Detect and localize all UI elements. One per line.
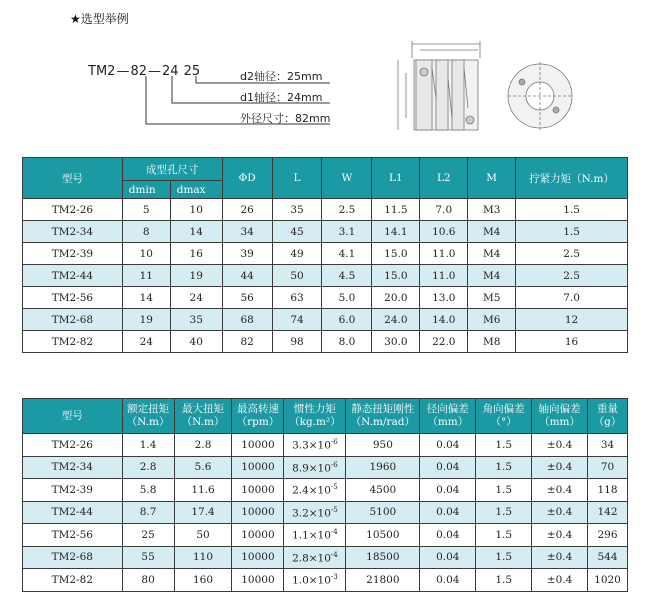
model-code bbox=[88, 64, 201, 79]
cell-stiffness: 10500 bbox=[346, 524, 420, 547]
cell-M: M4 bbox=[468, 265, 516, 287]
header-col-9 bbox=[588, 399, 628, 434]
cell-weight: 34 bbox=[588, 434, 628, 457]
header-col-4 bbox=[284, 399, 346, 434]
header-model: 型号 bbox=[23, 158, 123, 199]
header-L1: L1 bbox=[372, 158, 420, 199]
cell-L1: 30.0 bbox=[372, 331, 420, 353]
cell-model: TM2-26 bbox=[23, 199, 123, 221]
cell-inertia bbox=[284, 546, 346, 569]
cell-dmax: 24 bbox=[170, 287, 222, 309]
cell-phiD: 34 bbox=[222, 221, 272, 243]
cell-model: TM2-56 bbox=[23, 524, 123, 547]
cell-stiffness: 950 bbox=[346, 434, 420, 457]
cell-dmax: 35 bbox=[170, 309, 222, 331]
header-unit: （mm） bbox=[427, 416, 469, 428]
cell-L: 49 bbox=[272, 243, 322, 265]
cell-W: 6.0 bbox=[322, 309, 372, 331]
cell-max: 110 bbox=[174, 546, 232, 569]
cell-rated: 5.8 bbox=[122, 479, 174, 502]
cell-torque: 1.5 bbox=[516, 221, 628, 243]
cell-rpm: 10000 bbox=[232, 501, 284, 524]
cell-axial: ±0.4 bbox=[532, 569, 588, 592]
table-row bbox=[23, 265, 628, 287]
cell-model: TM2-44 bbox=[23, 501, 123, 524]
annotation-outer-diameter: 外径尺寸：82mm bbox=[240, 112, 331, 125]
cell-axial: ±0.4 bbox=[532, 501, 588, 524]
cell-stiffness: 4500 bbox=[346, 479, 420, 502]
cell-model: TM2-26 bbox=[23, 434, 123, 457]
header-col-5 bbox=[346, 399, 420, 434]
cell-W: 5.0 bbox=[322, 287, 372, 309]
cell-axial: ±0.4 bbox=[532, 456, 588, 479]
header-unit: （N.m） bbox=[126, 416, 170, 428]
cell-L: 45 bbox=[272, 221, 322, 243]
code-dash: — bbox=[116, 64, 130, 79]
cell-dmax: 19 bbox=[170, 265, 222, 287]
cell-L2: 7.0 bbox=[420, 199, 468, 221]
cell-phiD: 44 bbox=[222, 265, 272, 287]
header-label: 重量 bbox=[597, 403, 618, 415]
cell-model: TM2-82 bbox=[23, 331, 123, 353]
cell-dmax: 14 bbox=[170, 221, 222, 243]
cell-max: 5.6 bbox=[174, 456, 232, 479]
cell-radial: 0.04 bbox=[420, 524, 476, 547]
cell-max: 11.6 bbox=[174, 479, 232, 502]
inertia-base: 2.4×10 bbox=[292, 484, 331, 497]
code-d2: 25 bbox=[179, 64, 201, 79]
cell-rpm: 10000 bbox=[232, 479, 284, 502]
table-row bbox=[23, 546, 628, 569]
cell-radial: 0.04 bbox=[420, 479, 476, 502]
header-unit: （rpm） bbox=[236, 416, 280, 428]
cell-angular: 1.5 bbox=[476, 524, 532, 547]
cell-weight: 70 bbox=[588, 456, 628, 479]
cell-phiD: 82 bbox=[222, 331, 272, 353]
cell-angular: 1.5 bbox=[476, 479, 532, 502]
cell-dmin: 8 bbox=[122, 221, 170, 243]
cell-dmin: 24 bbox=[122, 331, 170, 353]
cell-torque: 7.0 bbox=[516, 287, 628, 309]
table-row bbox=[23, 501, 628, 524]
cell-torque: 2.5 bbox=[516, 243, 628, 265]
cell-dmin: 5 bbox=[122, 199, 170, 221]
cell-torque: 16 bbox=[516, 331, 628, 353]
cell-angular: 1.5 bbox=[476, 434, 532, 457]
header-dmin: dmin bbox=[122, 181, 170, 199]
header-label: 最大扭矩 bbox=[182, 403, 225, 415]
cell-W: 3.1 bbox=[322, 221, 372, 243]
cell-max: 17.4 bbox=[174, 501, 232, 524]
header-M: M bbox=[468, 158, 516, 199]
inertia-exponent: -4 bbox=[330, 550, 338, 559]
cell-max: 2.8 bbox=[174, 434, 232, 457]
cell-phiD: 68 bbox=[222, 309, 272, 331]
table-row bbox=[23, 479, 628, 502]
cell-L: 35 bbox=[272, 199, 322, 221]
table-row bbox=[23, 287, 628, 309]
cell-W: 4.5 bbox=[322, 265, 372, 287]
dimension-table bbox=[22, 157, 628, 353]
cell-rpm: 10000 bbox=[232, 524, 284, 547]
cell-model: TM2-44 bbox=[23, 265, 123, 287]
cell-radial: 0.04 bbox=[420, 434, 476, 457]
cell-axial: ±0.4 bbox=[532, 434, 588, 457]
cell-M: M6 bbox=[468, 309, 516, 331]
header-unit: （g） bbox=[593, 416, 622, 428]
header-torque: 拧紧力矩（N.m） bbox=[516, 158, 628, 199]
cell-angular: 1.5 bbox=[476, 501, 532, 524]
table-row bbox=[23, 456, 628, 479]
header-unit: （°） bbox=[490, 416, 517, 428]
cell-radial: 0.04 bbox=[420, 546, 476, 569]
header-label: 静态扭矩刚性 bbox=[351, 403, 415, 415]
header-unit: （N.m） bbox=[181, 416, 225, 428]
cell-model: TM2-82 bbox=[23, 569, 123, 592]
cell-inertia bbox=[284, 479, 346, 502]
header-label: 惯性力矩 bbox=[293, 403, 336, 415]
cell-rated: 2.8 bbox=[122, 456, 174, 479]
cell-inertia bbox=[284, 501, 346, 524]
inertia-exponent: -6 bbox=[330, 438, 338, 446]
cell-torque: 12 bbox=[516, 309, 628, 331]
cell-angular: 1.5 bbox=[476, 546, 532, 569]
cell-weight: 118 bbox=[588, 479, 628, 502]
code-series: TM2 bbox=[88, 64, 116, 79]
header-bore-size: 成型孔尺寸 bbox=[122, 158, 222, 181]
table-row bbox=[23, 199, 628, 221]
inertia-exponent: -4 bbox=[330, 528, 338, 536]
cell-dmax: 10 bbox=[170, 199, 222, 221]
cell-M: M8 bbox=[468, 331, 516, 353]
header-unit: （N.m/rad） bbox=[350, 416, 416, 428]
cell-inertia bbox=[284, 434, 346, 457]
cell-model: TM2-56 bbox=[23, 287, 123, 309]
cell-stiffness: 18500 bbox=[346, 546, 420, 569]
cell-L: 98 bbox=[272, 331, 322, 353]
cell-weight: 142 bbox=[588, 501, 628, 524]
cell-rpm: 10000 bbox=[232, 546, 284, 569]
inertia-base: 1.0×10 bbox=[292, 574, 331, 587]
header-label: 型号 bbox=[61, 409, 83, 422]
table-row bbox=[23, 331, 628, 353]
cell-L: 50 bbox=[272, 265, 322, 287]
header-label: 额定扭矩 bbox=[127, 403, 170, 415]
cell-rated: 25 bbox=[122, 524, 174, 547]
header-L: L bbox=[272, 158, 322, 199]
inertia-exponent: -5 bbox=[330, 505, 338, 514]
cell-weight: 1020 bbox=[588, 569, 628, 592]
code-outer-diameter: 82 bbox=[130, 64, 147, 79]
cell-dmin: 14 bbox=[122, 287, 170, 309]
cell-phiD: 56 bbox=[222, 287, 272, 309]
cell-L: 63 bbox=[272, 287, 322, 309]
annotation-d1: d1轴径：24mm bbox=[240, 91, 323, 104]
table-row bbox=[23, 434, 628, 457]
cell-phiD: 26 bbox=[222, 199, 272, 221]
table-row bbox=[23, 524, 628, 547]
table-row bbox=[23, 221, 628, 243]
header-col-6 bbox=[420, 399, 476, 434]
cell-W: 2.5 bbox=[322, 199, 372, 221]
cell-model: TM2-39 bbox=[23, 243, 123, 265]
cell-rpm: 10000 bbox=[232, 569, 284, 592]
cell-L1: 20.0 bbox=[372, 287, 420, 309]
cell-rated: 8.7 bbox=[122, 501, 174, 524]
cell-torque: 1.5 bbox=[516, 199, 628, 221]
cell-weight: 544 bbox=[588, 546, 628, 569]
cell-L2: 14.0 bbox=[420, 309, 468, 331]
cell-radial: 0.04 bbox=[420, 501, 476, 524]
cell-rpm: 10000 bbox=[232, 456, 284, 479]
cell-L: 74 bbox=[272, 309, 322, 331]
header-col-8 bbox=[532, 399, 588, 434]
cell-model: TM2-68 bbox=[23, 546, 123, 569]
cell-phiD: 39 bbox=[222, 243, 272, 265]
cell-dmin: 19 bbox=[122, 309, 170, 331]
header-label: 径向偏差 bbox=[426, 403, 469, 415]
cell-stiffness: 5100 bbox=[346, 501, 420, 524]
header-label: 角向偏差 bbox=[482, 403, 525, 415]
inertia-exponent: -3 bbox=[330, 573, 338, 581]
cell-axial: ±0.4 bbox=[532, 546, 588, 569]
cell-model: TM2-68 bbox=[23, 309, 123, 331]
cell-axial: ±0.4 bbox=[532, 479, 588, 502]
cell-L1: 11.5 bbox=[372, 199, 420, 221]
inertia-base: 2.8×10 bbox=[292, 552, 331, 564]
cell-rated: 55 bbox=[122, 546, 174, 569]
cell-L2: 11.0 bbox=[420, 243, 468, 265]
cell-model: TM2-34 bbox=[23, 221, 123, 243]
cell-W: 8.0 bbox=[322, 331, 372, 353]
cell-inertia bbox=[284, 524, 346, 547]
cell-rated: 80 bbox=[122, 569, 174, 592]
cell-L1: 15.0 bbox=[372, 243, 420, 265]
cell-L1: 15.0 bbox=[372, 265, 420, 287]
annotation-d2: d2轴径：25mm bbox=[240, 70, 323, 83]
cell-M: M5 bbox=[468, 287, 516, 309]
cell-M: M4 bbox=[468, 221, 516, 243]
header-L2: L2 bbox=[420, 158, 468, 199]
cell-M: M4 bbox=[468, 243, 516, 265]
inertia-exponent: -6 bbox=[330, 460, 338, 469]
cell-inertia bbox=[284, 569, 346, 592]
cell-inertia bbox=[284, 456, 346, 479]
cell-axial: ±0.4 bbox=[532, 524, 588, 547]
cell-stiffness: 21800 bbox=[346, 569, 420, 592]
cell-dmin: 11 bbox=[122, 265, 170, 287]
cell-model: TM2-39 bbox=[23, 479, 123, 502]
cell-max: 50 bbox=[174, 524, 232, 547]
cell-L1: 24.0 bbox=[372, 309, 420, 331]
cell-rpm: 10000 bbox=[232, 434, 284, 457]
inertia-base: 3.2×10 bbox=[292, 507, 331, 519]
cell-L1: 14.1 bbox=[372, 221, 420, 243]
cell-M: M3 bbox=[468, 199, 516, 221]
cell-torque: 2.5 bbox=[516, 265, 628, 287]
header-col-0 bbox=[23, 399, 123, 434]
cell-W: 4.1 bbox=[322, 243, 372, 265]
section-title: ★选型举例 bbox=[70, 12, 129, 26]
table-row bbox=[23, 569, 628, 592]
cell-dmax: 40 bbox=[170, 331, 222, 353]
header-W: W bbox=[322, 158, 372, 199]
cell-rated: 1.4 bbox=[122, 434, 174, 457]
header-col-2 bbox=[174, 399, 232, 434]
code-dash: — bbox=[147, 64, 161, 79]
performance-table bbox=[22, 398, 628, 592]
header-col-1 bbox=[122, 399, 174, 434]
cell-dmax: 16 bbox=[170, 243, 222, 265]
cell-radial: 0.04 bbox=[420, 569, 476, 592]
cell-L2: 10.6 bbox=[420, 221, 468, 243]
cell-angular: 1.5 bbox=[476, 569, 532, 592]
header-label: 轴向偏差 bbox=[538, 403, 581, 415]
cell-L2: 11.0 bbox=[420, 265, 468, 287]
code-d1: 24 bbox=[161, 64, 179, 79]
cell-radial: 0.04 bbox=[420, 456, 476, 479]
header-unit: （mm） bbox=[539, 416, 581, 428]
header-dmax: dmax bbox=[170, 181, 222, 199]
inertia-base: 8.9×10 bbox=[292, 462, 331, 474]
header-label: 最高转速 bbox=[236, 403, 279, 415]
coupling-drawing bbox=[380, 38, 590, 138]
table-row bbox=[23, 243, 628, 265]
header-col-3 bbox=[232, 399, 284, 434]
cell-L2: 22.0 bbox=[420, 331, 468, 353]
inertia-base: 1.1×10 bbox=[292, 529, 331, 542]
inertia-exponent: -5 bbox=[330, 483, 338, 491]
inertia-base: 3.3×10 bbox=[292, 439, 331, 452]
cell-stiffness: 1960 bbox=[346, 456, 420, 479]
cell-angular: 1.5 bbox=[476, 456, 532, 479]
cell-L2: 13.0 bbox=[420, 287, 468, 309]
cell-weight: 296 bbox=[588, 524, 628, 547]
cell-model: TM2-34 bbox=[23, 456, 123, 479]
cell-max: 160 bbox=[174, 569, 232, 592]
table-row bbox=[23, 309, 628, 331]
header-unit: （kg.m²） bbox=[289, 416, 341, 428]
header-col-7 bbox=[476, 399, 532, 434]
cell-dmin: 10 bbox=[122, 243, 170, 265]
header-phiD: ΦD bbox=[222, 158, 272, 199]
